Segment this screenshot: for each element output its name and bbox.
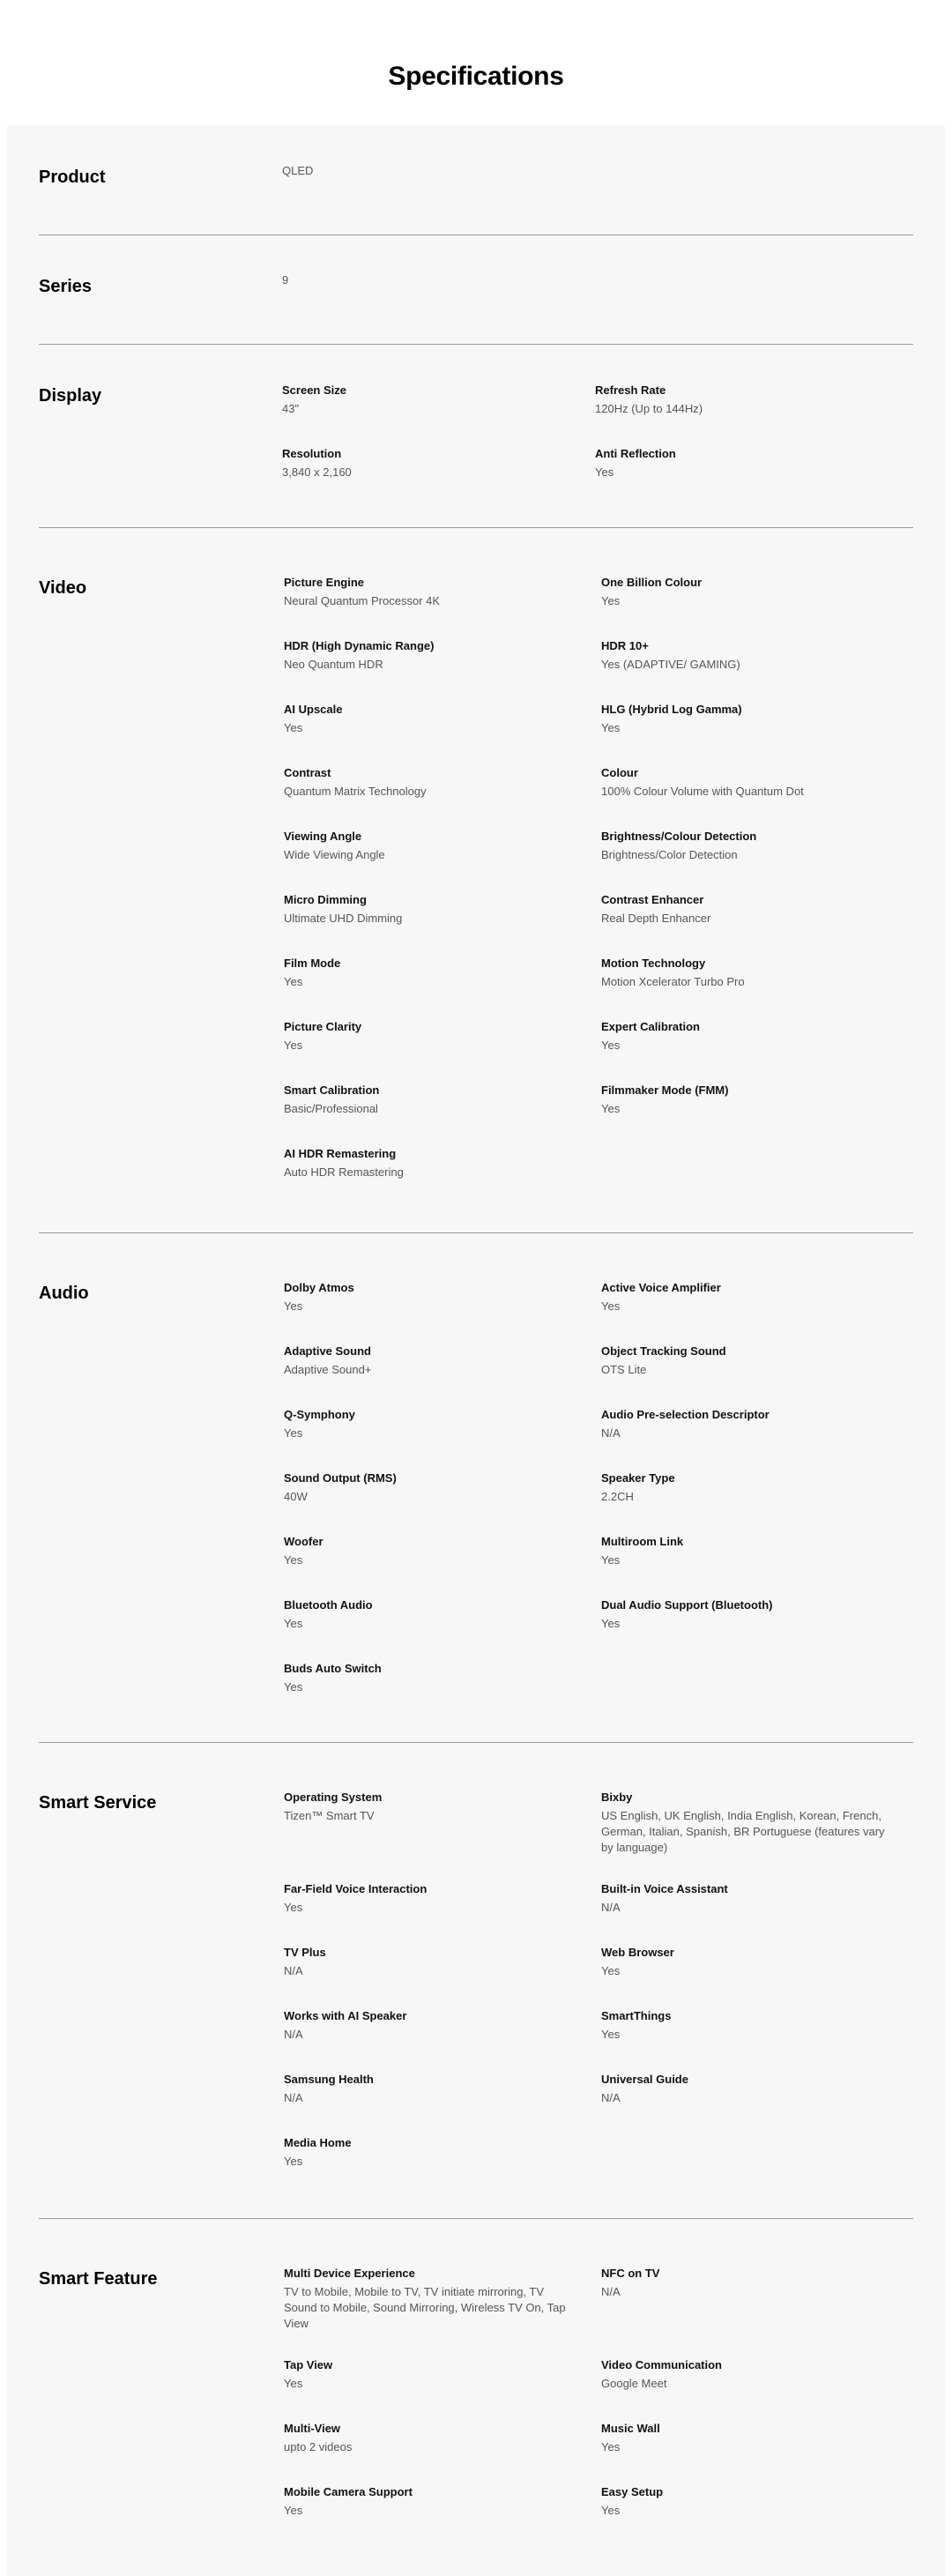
spec-value: OTS Lite — [601, 1363, 647, 1376]
spec-label: Refresh Rate — [595, 383, 666, 397]
section-divider — [39, 1232, 913, 1233]
spec-value: Yes — [601, 1964, 621, 1977]
spec-label: Resolution — [282, 447, 342, 460]
spec-label: One Billion Colour — [601, 576, 703, 589]
spec-item — [284, 1790, 575, 1824]
spec-label: Mobile Camera Support — [284, 2485, 413, 2498]
spec-label: Picture Clarity — [284, 1020, 362, 1033]
spec-value: Yes — [284, 1299, 303, 1313]
spec-value: Yes — [284, 2377, 303, 2390]
section-title: Smart Feature — [39, 2269, 158, 2289]
spec-value: Brightness/Color Detection — [601, 848, 738, 861]
section-title: Video — [39, 578, 87, 598]
spec-label: Adaptive Sound — [284, 1344, 371, 1358]
spec-label: Q-Symphony — [284, 1408, 355, 1421]
spec-label: Screen Size — [282, 383, 346, 397]
spec-item — [601, 1470, 892, 1505]
spec-item — [284, 2266, 575, 2332]
spec-value: Real Depth Enhancer — [601, 912, 711, 925]
spec-item — [282, 383, 573, 417]
spec-value: 43" — [282, 402, 300, 415]
spec-value: Yes — [595, 465, 614, 479]
spec-label: Bluetooth Audio — [284, 1598, 373, 1612]
spec-label: HLG (Hybrid Log Gamma) — [601, 703, 742, 716]
spec-item — [601, 1019, 892, 1053]
spec-value: Neural Quantum Processor 4K — [284, 594, 441, 607]
spec-value: 120Hz (Up to 144Hz) — [595, 402, 703, 415]
spec-label: Multi-View — [284, 2422, 341, 2435]
spec-item — [284, 829, 575, 863]
spec-item — [284, 1597, 575, 1632]
spec-item — [601, 1083, 892, 1117]
section-title: Series — [39, 277, 93, 296]
spec-label: Dual Audio Support (Bluetooth) — [601, 1598, 773, 1612]
spec-label: TV Plus — [284, 1946, 326, 1959]
spec-label: HDR (High Dynamic Range) — [284, 639, 435, 652]
spec-value: Yes — [284, 1553, 303, 1567]
spec-value: QLED — [282, 164, 314, 177]
spec-item — [284, 1407, 575, 1441]
spec-label: Easy Setup — [601, 2485, 664, 2498]
spec-item — [284, 1146, 575, 1180]
spec-label: Contrast Enhancer — [601, 893, 704, 906]
spec-value: TV to Mobile, Mobile to TV, TV initiate mirroring, TV Sound to Mobile, Sound Mirroring, Wireless TV On, Tap View — [284, 2285, 566, 2330]
spec-item — [601, 892, 892, 927]
spec-label: Woofer — [284, 1535, 324, 1548]
spec-item — [284, 2008, 575, 2043]
spec-item — [601, 2357, 892, 2392]
spec-item — [601, 829, 892, 863]
spec-label: Far-Field Voice Interaction — [284, 1882, 428, 1895]
spec-value: Yes — [284, 2504, 303, 2517]
spec-item — [284, 1470, 575, 1505]
section-title: Smart Service — [39, 1793, 157, 1813]
spec-value: N/A — [601, 2285, 621, 2298]
spec-value: Basic/Professional — [284, 1102, 378, 1115]
spec-value: N/A — [284, 2091, 303, 2104]
spec-value: N/A — [601, 2091, 621, 2104]
spec-item — [601, 1945, 892, 1979]
spec-value: 3,840 x 2,160 — [282, 465, 352, 479]
spec-value: Motion Xcelerator Turbo Pro — [601, 975, 745, 988]
spec-item — [284, 2484, 575, 2519]
spec-value: Yes — [284, 975, 303, 988]
spec-label: Audio Pre-selection Descriptor — [601, 1408, 770, 1421]
spec-item — [284, 1344, 575, 1378]
spec-label: Speaker Type — [601, 1471, 675, 1485]
spec-item — [601, 956, 892, 990]
spec-item — [601, 1534, 892, 1568]
spec-label: Built-in Voice Assistant — [601, 1882, 728, 1895]
spec-item — [601, 575, 892, 609]
spec-value: Yes — [284, 1426, 303, 1440]
spec-value: N/A — [284, 1964, 303, 1977]
spec-item — [601, 1407, 892, 1441]
spec-value: 9 — [282, 273, 289, 287]
spec-label: Viewing Angle — [284, 830, 362, 843]
spec-item — [601, 1881, 892, 1916]
spec-value: Yes — [601, 2504, 621, 2517]
spec-value: Auto HDR Remastering — [284, 1165, 404, 1179]
spec-value: Yes — [284, 2155, 303, 2168]
spec-value: N/A — [601, 1901, 621, 1914]
spec-item — [284, 2072, 575, 2106]
spec-label: Buds Auto Switch — [284, 1662, 382, 1675]
spec-item — [601, 1280, 892, 1314]
spec-label: Filmmaker Mode (FMM) — [601, 1083, 729, 1097]
spec-label: Multiroom Link — [601, 1535, 684, 1548]
spec-label: Operating System — [284, 1791, 383, 1804]
spec-item — [284, 1280, 575, 1314]
spec-item — [284, 575, 575, 609]
spec-value: Quantum Matrix Technology — [284, 785, 427, 798]
spec-value: Wide Viewing Angle — [284, 848, 385, 861]
spec-label: Colour — [601, 766, 638, 779]
spec-value: 2.2CH — [601, 1490, 634, 1503]
spec-label: Multi Device Experience — [284, 2267, 415, 2280]
spec-label: Picture Engine — [284, 576, 365, 589]
spec-item — [282, 446, 573, 480]
spec-label: Motion Technology — [601, 957, 706, 970]
spec-label: Contrast — [284, 766, 331, 779]
spec-value: Adaptive Sound+ — [284, 1363, 372, 1376]
spec-value: Yes — [284, 1680, 303, 1694]
spec-value: Yes — [284, 721, 303, 734]
spec-value: Yes — [601, 1617, 621, 1630]
spec-label: Video Communication — [601, 2358, 722, 2371]
spec-label: Brightness/Colour Detection — [601, 830, 757, 843]
spec-label: Sound Output (RMS) — [284, 1471, 397, 1485]
spec-value: Google Meet — [601, 2377, 667, 2390]
spec-value: US English, UK English, India English, Korean, French, German, Italian, Spanish, BR Portuguese (features vary by language) — [601, 1809, 885, 1854]
spec-value: Yes — [284, 1617, 303, 1630]
spec-label: AI Upscale — [284, 703, 343, 716]
spec-label: AI HDR Remastering — [284, 1147, 397, 1160]
spec-value: Tizen™ Smart TV — [284, 1809, 375, 1822]
spec-label: NFC on TV — [601, 2267, 660, 2280]
spec-label: HDR 10+ — [601, 639, 649, 652]
spec-item — [601, 1344, 892, 1378]
spec-value: Yes — [284, 1039, 303, 1052]
spec-value: Yes — [601, 1039, 621, 1052]
spec-item — [601, 2008, 892, 2043]
section-divider — [39, 527, 913, 528]
spec-value: Yes (ADAPTIVE/ GAMING) — [601, 658, 740, 671]
section-title: Audio — [39, 1284, 89, 1303]
page-title: Specifications — [388, 62, 564, 91]
spec-value: Yes — [601, 2028, 621, 2041]
section-title: Display — [39, 386, 102, 406]
spec-item — [601, 2072, 892, 2106]
spec-value: Yes — [601, 1299, 621, 1313]
spec-value: Neo Quantum HDR — [284, 658, 383, 671]
spec-item — [284, 1083, 575, 1117]
spec-item — [284, 2357, 575, 2392]
specifications-panel — [7, 125, 945, 2576]
spec-item — [601, 1597, 892, 1632]
spec-value: Yes — [601, 594, 621, 607]
spec-item — [284, 1661, 575, 1695]
spec-value: N/A — [601, 1426, 621, 1440]
spec-label: Samsung Health — [284, 2073, 374, 2086]
spec-item — [284, 765, 575, 800]
spec-item — [601, 2484, 892, 2519]
spec-item — [601, 1790, 892, 1856]
spec-item — [284, 956, 575, 990]
spec-item — [601, 2421, 892, 2455]
spec-item — [284, 892, 575, 927]
spec-item — [284, 2421, 575, 2455]
spec-item — [284, 1019, 575, 1053]
spec-item — [284, 1945, 575, 1979]
section-divider — [39, 344, 913, 345]
spec-label: Works with AI Speaker — [284, 2009, 407, 2022]
section-divider — [39, 1742, 913, 1743]
spec-value: Ultimate UHD Dimming — [284, 912, 403, 925]
spec-value: Yes — [601, 1553, 621, 1567]
spec-item — [284, 702, 575, 736]
spec-item — [601, 2266, 892, 2300]
spec-label: Universal Guide — [601, 2073, 688, 2086]
spec-label: Film Mode — [284, 957, 341, 970]
spec-value: 40W — [284, 1490, 308, 1503]
spec-item — [595, 383, 886, 417]
spec-label: Object Tracking Sound — [601, 1344, 726, 1358]
spec-item — [601, 702, 892, 736]
spec-value: Yes — [284, 1901, 303, 1914]
spec-label: Active Voice Amplifier — [601, 1281, 721, 1294]
spec-label: Dolby Atmos — [284, 1281, 354, 1294]
spec-item — [284, 1881, 575, 1916]
spec-label: Bixby — [601, 1791, 633, 1804]
spec-label: Anti Reflection — [595, 447, 676, 460]
spec-label: SmartThings — [601, 2009, 672, 2022]
spec-value: Yes — [601, 1102, 621, 1115]
spec-value: Yes — [601, 2440, 621, 2453]
spec-label: Media Home — [284, 2136, 352, 2149]
spec-item — [284, 638, 575, 673]
spec-label: Smart Calibration — [284, 1083, 380, 1097]
spec-label: Tap View — [284, 2358, 333, 2371]
spec-value: N/A — [284, 2028, 303, 2041]
spec-item — [601, 638, 892, 673]
spec-label: Web Browser — [601, 1946, 674, 1959]
spec-item — [284, 1534, 575, 1568]
spec-item — [284, 2135, 575, 2170]
section-title: Product — [39, 168, 106, 187]
spec-label: Expert Calibration — [601, 1020, 700, 1033]
spec-label: Micro Dimming — [284, 893, 367, 906]
spec-value: upto 2 videos — [284, 2440, 353, 2453]
spec-label: Music Wall — [601, 2422, 660, 2435]
spec-item — [601, 765, 892, 800]
section-divider — [39, 2218, 913, 2219]
spec-value: Yes — [601, 721, 621, 734]
spec-item — [595, 446, 886, 480]
spec-value: 100% Colour Volume with Quantum Dot — [601, 785, 804, 798]
